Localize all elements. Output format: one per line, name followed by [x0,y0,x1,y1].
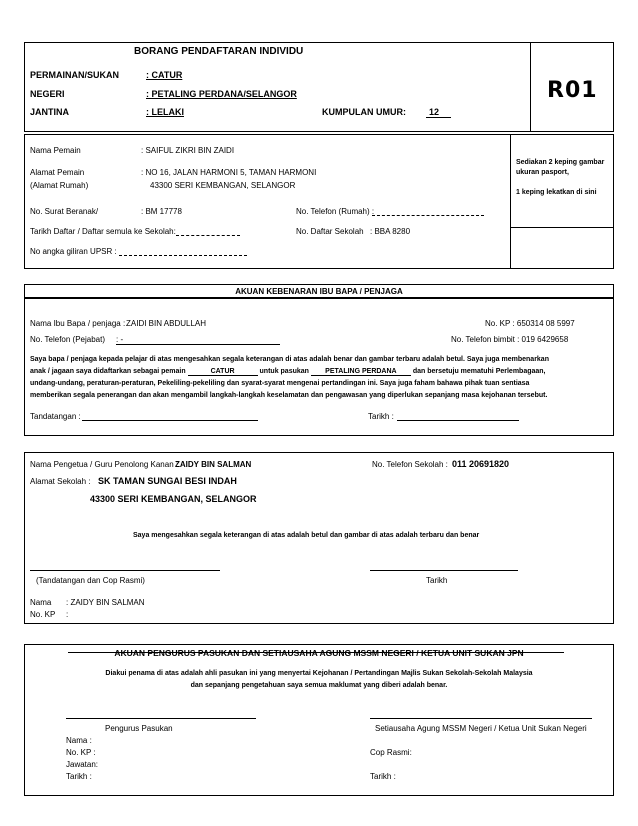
team-title-strike [68,652,564,653]
parent-signature-line [82,420,258,421]
school-date-line [176,235,240,236]
player-address-line2: 43300 SERI KEMBANGAN, SELANGOR [150,181,296,190]
photo-note-2: ukuran pasport, [516,169,569,176]
school-address-line2: 43300 SERI KEMBANGAN, SELANGOR [90,494,257,504]
state-value: : PETALING PERDANA/SELANGOR [146,89,297,99]
school-reg-label: No. Daftar Sekolah [296,227,364,236]
team-box [24,644,614,796]
school-date-line [370,570,518,571]
photo-bottom [510,227,614,228]
school-phone-value: 011 20691820 [452,459,510,469]
school-phone-label: No. Telefon Sekolah : [372,460,448,469]
decl-2b: CATUR [188,368,258,376]
secretary-caption: Setiausaha Agung MSSM Negeri / Ketua Unit Sukan Negeri [375,724,587,733]
decl-2c: untuk pasukan [259,368,309,375]
parent-decl-line-3: undang-undang, peraturan-peraturan, Pekeliling-pekeliling dan syarat-syarat mengenai pertandingan ini. Saya juga faham bahawa pihak tuan sentiasa [30,380,530,387]
photo-note-3: 1 keping lekatkan di sini [516,189,597,196]
team-stamp-label: Cop Rasmi: [370,748,412,757]
player-address-label: Alamat Pemain [30,168,85,177]
decl-2a: anak / jagaan saya didaftarkan sebagai pemain [30,368,186,375]
upsr-label: No angka giliran UPSR : [30,247,117,256]
school-ic-value: : [66,610,69,619]
parent-decl-line-2 [30,368,546,376]
birth-cert-label: No. Surat Beranak/ [30,207,99,216]
team-field-name: Nama : [66,736,92,745]
upsr-line [119,255,247,256]
team-decl-line-1: Diakui penama di atas adalah ahli pasukan ini yang menyertai Kejohanan / Pertandingan Majlis Sukan Sekolah-Sekolah Malaysia [105,670,533,677]
age-group-value: 12 [426,107,451,118]
photo-note-1: Sediakan 2 keping gambar [516,159,605,166]
parent-date-label: Tarikh : [368,412,394,421]
home-phone-label: No. Telefon (Rumah) : [296,207,375,216]
team-field-date: Tarikh : [66,772,92,781]
gender-label: JANTINA [30,107,70,117]
parent-section-title: AKUAN KEBENARAN IBU BAPA / PENJAGA [235,287,403,296]
birth-cert-value: : BM 17778 [141,207,182,216]
parent-ic: No. KP : 650314 08 5997 [485,319,575,328]
school-address-line1: SK TAMAN SUNGAI BESI INDAH [98,476,237,486]
team-field-position: Jawatan: [66,760,99,769]
home-phone-line [372,215,484,216]
school-name-value: : ZAIDY BIN SALMAN [66,598,145,607]
gender-value: : LELAKI [146,107,184,117]
parent-decl-line-4: memberikan segala penerangan dan akan mengambil langkah-langkah keselamatan dan pengawasan yang diperlukan sepanjang masa kejohanan tersebut. [30,392,548,399]
school-signature-line [30,570,220,571]
header-divider [530,42,531,132]
parent-decl-line-1: Saya bapa / penjaga kepada pelajar di atas mengesahkan segala keterangan di atas adalah benar dan gambar terbaru adalah betul. Saya juga membenarkan [30,356,549,363]
state-label: NEGERI [30,89,65,99]
sport-label: PERMAINAN/SUKAN [30,70,120,80]
parent-signature-label: Tandatangan : [30,412,81,421]
school-address-label: Alamat Sekolah : [30,477,91,486]
school-confirm-text: Saya mengesahkan segala keterangan di atas adalah betul dan gambar di atas adalah terbaru dan benar [133,532,480,539]
office-phone-value: : - [116,335,280,345]
team-field-ic: No. KP : [66,748,96,757]
age-group-label: KUMPULAN UMUR: [322,107,406,117]
manager-signature-line [66,718,256,719]
team-section-title: AKUAN PENGURUS PASUKAN DAN SETIAUSAHA AGUNG MSSM NEGERI / KETUA UNIT SUKAN JPN [114,648,524,658]
manager-caption: Pengurus Pasukan [105,724,173,733]
player-address-label-2: (Alamat Rumah) [30,181,89,190]
school-ic-label: No. KP [30,610,56,619]
decl-2e: dan bersetuju mematuhi Perlembagaan, [412,368,546,375]
photo-divider [510,134,511,269]
mobile-phone: No. Telefon bimbit : 019 6429658 [451,335,569,344]
form-code: R01 [547,78,598,103]
team-date-label: Tarikh : [370,772,396,781]
school-date-caption: Tarikh [426,576,448,585]
parent-date-line [397,420,519,421]
parent-name-label: Nama Ibu Bapa / penjaga : [30,319,126,328]
player-name-value: : SAIFUL ZIKRI BIN ZAIDI [141,146,235,155]
teacher-name-label: Nama Pengetua / Guru Penolong Kanan : [30,460,179,469]
decl-2d: PETALING PERDANA [311,368,411,376]
stamp-caption: (Tandatangan dan Cop Rasmi) [36,576,145,585]
player-address-line1: : NO 16, JALAN HARMONI 5, TAMAN HARMONI [141,168,317,177]
secretary-signature-line [370,718,592,719]
team-decl-line-2: dan sepanjang pengetahuan saya semua maklumat yang diberi adalah benar. [190,682,448,689]
school-reg-value: : BBA 8280 [370,227,411,236]
parent-name-value: ZAIDI BIN ABDULLAH [126,319,207,328]
sport-value: : CATUR [146,70,183,80]
teacher-name-value: ZAIDY BIN SALMAN [175,460,252,469]
school-date-label: Tarikh Daftar / Daftar semula ke Sekolah: [30,227,176,236]
form-title: BORANG PENDAFTARAN INDIVIDU [134,46,304,57]
office-phone-label: No. Telefon (Pejabat) [30,335,106,344]
school-name-label: Nama [30,598,52,607]
player-name-label: Nama Pemain [30,146,81,155]
header-box [24,42,614,132]
